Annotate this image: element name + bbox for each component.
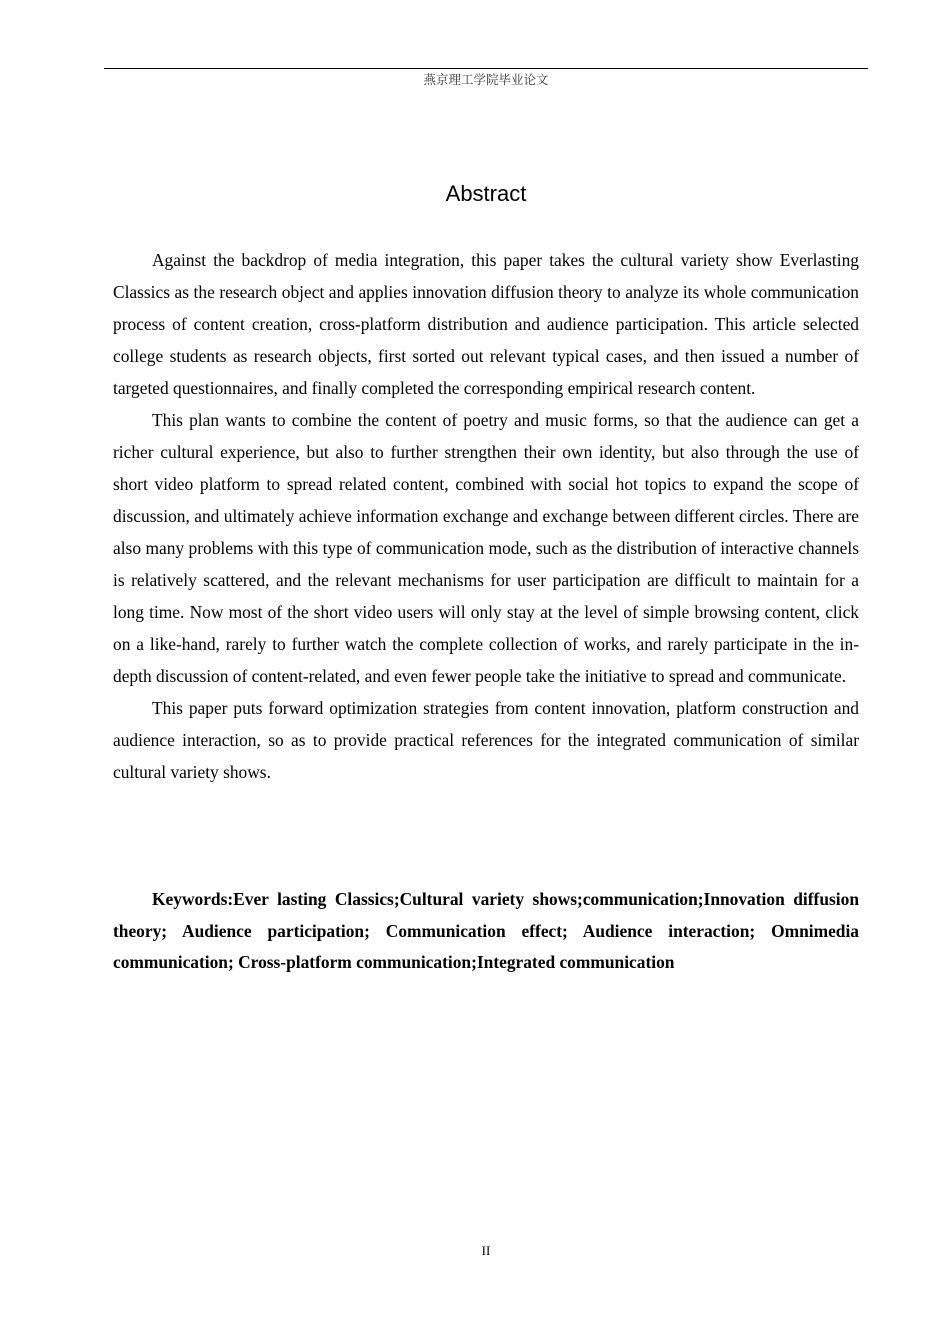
abstract-body [113, 244, 859, 788]
abstract-paragraph-2: This plan wants to combine the content of poetry and music forms, so that the audience can get a richer cultural experience, but also to further strengthen their own identity, but also through the use of short video platform to spread related content, combined with social hot topics to expand the scope of discussion, and ultimately achieve information exchange and exchange between different circles. There are also many problems with this type of communication mode, such as the distribution of interactive channels is relatively scattered, and the relevant mechanisms for user participation are difficult to maintain for a long time. Now most of the short video users will only stay at the level of simple browsing content, click on a like-hand, rarely to further watch the complete collection of works, and rarely participate in the in-depth discussion of content-related, and even fewer people take the initiative to spread and communicate. [113, 410, 859, 686]
abstract-paragraph-3: This paper puts forward optimization strategies from content innovation, platform construction and audience interaction, so as to provide practical references for the integrated communication of similar cultural variety shows. [113, 698, 859, 782]
abstract-paragraph-1: Against the backdrop of media integration, this paper takes the cultural variety show Everlasting Classics as the research object and applies innovation diffusion theory to analyze its whole communication process of content creation, cross-platform distribution and audience participation. This article selected college students as research objects, first sorted out relevant typical cases, and then issued a number of targeted questionnaires, and finally completed the corresponding empirical research content. [113, 250, 859, 398]
keywords: Keywords:Ever lasting Classics;Cultural variety shows;communication;Innovation diffusion theory; Audience participation; Communication effect; Audience interaction; Omnimedia communication; Cross-platform communication;Integrated communication [113, 889, 859, 972]
abstract-title: Abstract [445, 181, 527, 206]
page-number: II [481, 1243, 491, 1258]
running-header: 燕京理工学院毕业论文 [423, 72, 549, 87]
header-rule [104, 68, 868, 69]
